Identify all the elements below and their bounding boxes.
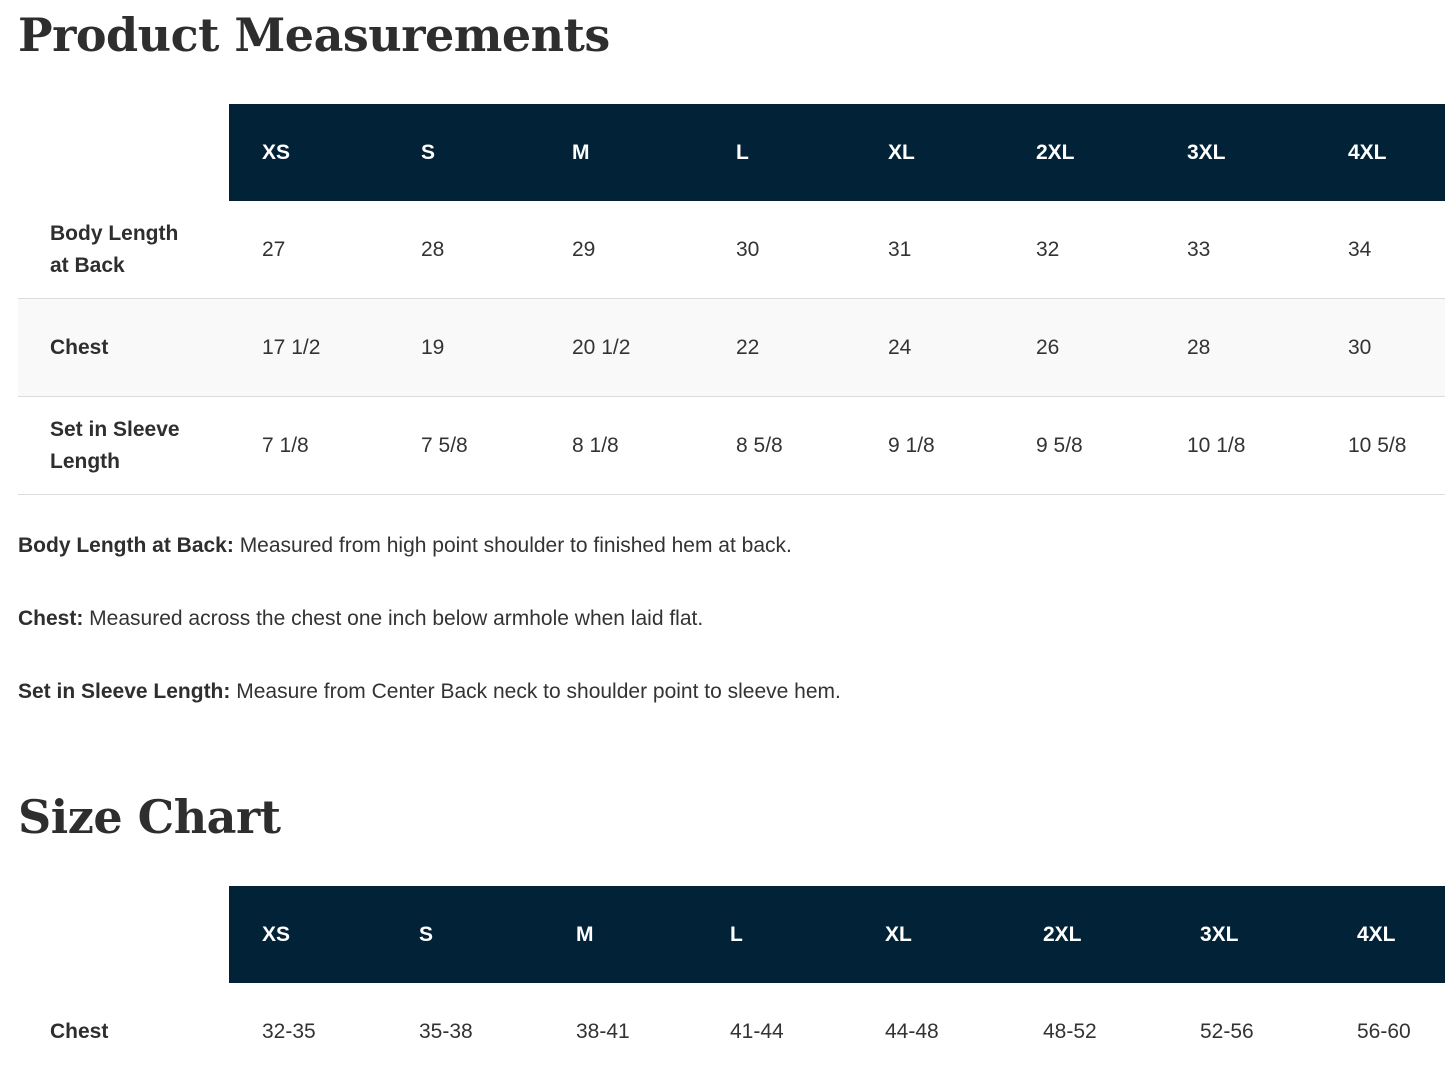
table-cell: 9 5/8 [1003,397,1154,495]
size-header-s: S [386,886,543,983]
table-cell: 9 1/8 [855,397,1003,495]
table-cell: 56-60 [1357,1019,1411,1043]
row-label: Chest [50,1019,109,1043]
note-chest: Chest: Measured across the chest one inch below armhole when laid flat. [18,607,704,630]
table-row-chest [18,983,1445,1080]
table-cell: 8 5/8 [703,397,855,495]
row-label: Set in Sleeve Length [18,397,229,495]
table-cell: 32-35 [262,1019,316,1043]
row-label: Body Length at Back [18,201,229,299]
table-row-body-length [18,201,1445,299]
table-cell: 27 [229,201,388,299]
table-cell: 33 [1154,201,1315,299]
product-measurements-table [18,104,1445,495]
table-cell: 19 [388,299,539,397]
size-header-l: L [703,104,855,201]
table-cell: 41-44 [730,1019,784,1043]
table-cell: 8 1/8 [539,397,703,495]
size-header-4xl: 4XL [1315,104,1445,201]
table-cell: 38-41 [576,1019,630,1043]
size-header-xl: XL [852,886,1010,983]
size-header-3xl: 3XL [1167,886,1324,983]
table-header-row [18,886,1445,983]
table-cell: 30 [703,201,855,299]
table-cell: 20 1/2 [539,299,703,397]
note-body-length: Body Length at Back: Measured from high point shoulder to finished hem at back. [18,534,792,557]
size-header-s: S [388,104,539,201]
table-cell: 22 [703,299,855,397]
table-cell: 52-56 [1200,1019,1254,1043]
size-header-4xl: 4XL [1324,886,1445,983]
table-cell: 17 1/2 [229,299,388,397]
size-chart-table [18,886,1445,1080]
row-label: Chest [18,299,229,397]
table-row-chest [18,299,1445,397]
size-header-l: L [697,886,852,983]
header-corner [18,104,229,201]
table-cell: 26 [1003,299,1154,397]
size-header-m: M [539,104,703,201]
table-cell: 44-48 [885,1019,939,1043]
size-header-xl: XL [855,104,1003,201]
size-header-2xl: 2XL [1003,104,1154,201]
table-cell: 10 1/8 [1154,397,1315,495]
table-cell: 28 [388,201,539,299]
table-cell: 31 [855,201,1003,299]
table-cell: 10 5/8 [1315,397,1445,495]
table-cell: 7 1/8 [229,397,388,495]
table-cell: 48-52 [1043,1019,1097,1043]
table-cell: 28 [1154,299,1315,397]
table-cell: 29 [539,201,703,299]
table-cell: 35-38 [419,1019,473,1043]
size-chart-title: Size Chart [18,790,281,844]
size-header-xs: XS [229,104,388,201]
size-header-xs: XS [229,886,386,983]
size-header-m: M [543,886,697,983]
table-header-row [18,104,1445,201]
size-header-3xl: 3XL [1154,104,1315,201]
table-cell: 30 [1315,299,1445,397]
table-row-sleeve-length [18,397,1445,495]
header-corner [18,886,229,983]
table-cell: 24 [855,299,1003,397]
table-cell: 7 5/8 [388,397,539,495]
table-cell: 32 [1003,201,1154,299]
table-cell: 34 [1315,201,1445,299]
size-header-2xl: 2XL [1010,886,1167,983]
product-measurements-title: Product Measurements [18,8,610,62]
measurement-notes [18,528,1418,747]
note-sleeve-length: Set in Sleeve Length: Measure from Center Back neck to shoulder point to sleeve hem. [18,680,841,703]
